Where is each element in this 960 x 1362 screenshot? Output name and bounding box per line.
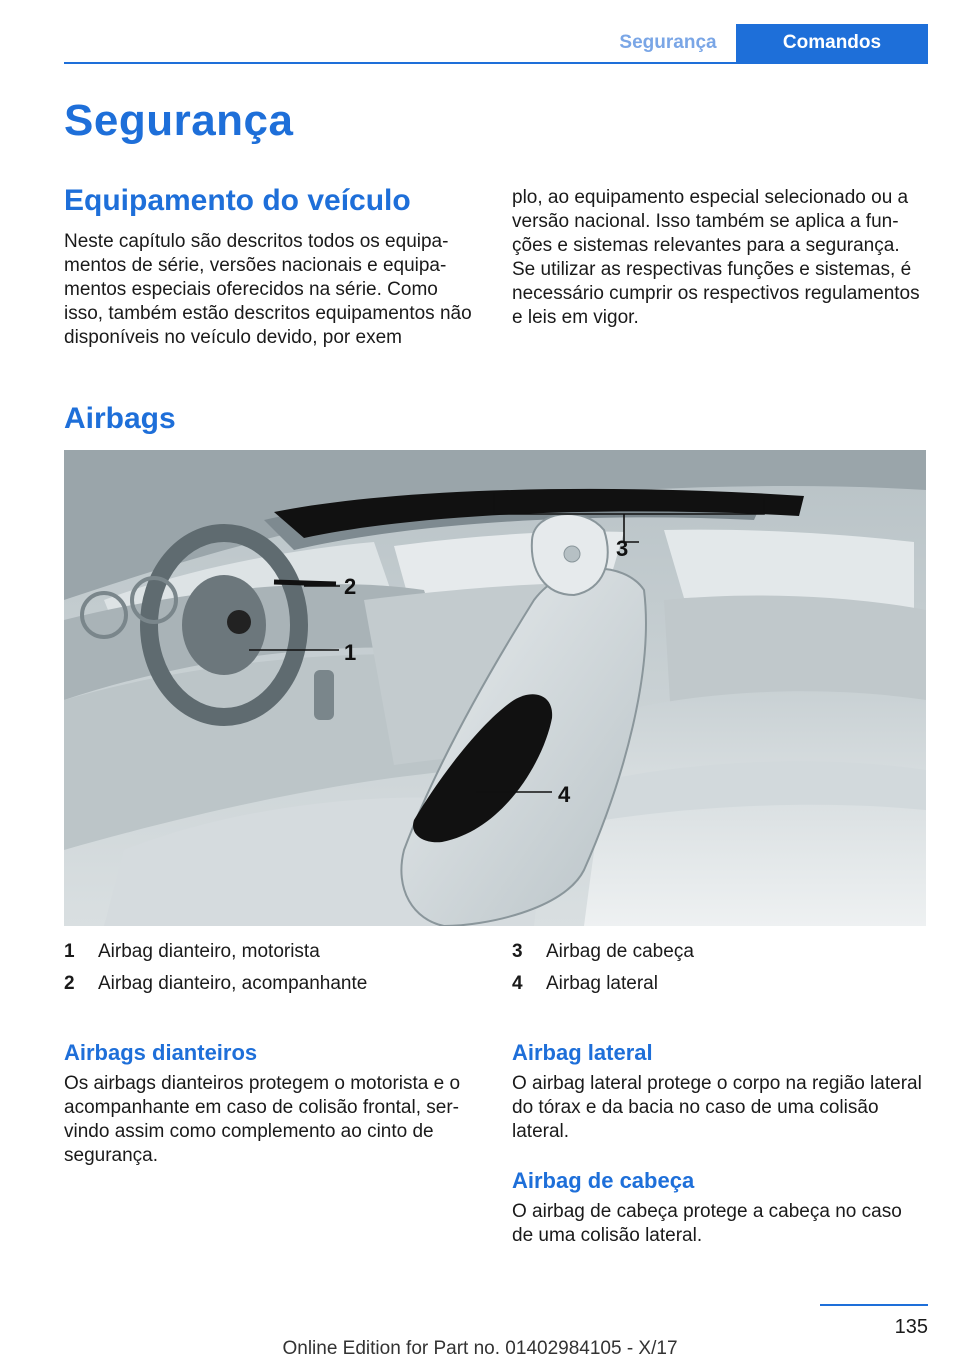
section-title-side-airbag: Airbag lateral — [512, 1040, 653, 1065]
section-side-airbag — [512, 1040, 928, 1248]
airbags-illustration — [64, 450, 926, 926]
legend-text: Airbag lateral — [546, 973, 658, 994]
legend-number: 1 — [64, 941, 75, 962]
footer-edition: Online Edition for Part no. 01402984105 - X/17 — [282, 1338, 678, 1359]
figure-label-4: 4 — [558, 782, 571, 807]
section-text-side-airbag: O airbag lateral protege o corpo na região lateral do tórax e da bacia no caso de uma colisão lateral. — [512, 1073, 922, 1142]
header-rule — [64, 62, 928, 64]
section-front-airbags — [64, 1040, 482, 1168]
legend-number: 4 — [512, 973, 523, 994]
intro-left-column — [64, 184, 482, 350]
legend-number: 2 — [64, 973, 75, 994]
section-title-equipamento: Equipamento do veículo — [64, 184, 411, 217]
intro-text-right: plo, ao equipamento especial selecionado ou a versão nacional. Isso também se aplica a funções e sistemas relevantes para a segurança. Se utilizar as respectivas funções e sistemas, é necessário cumprir os respectivos regulamentos e leis em vigor. — [512, 187, 920, 328]
figure-label-2: 2 — [344, 574, 357, 599]
section-text-head-airbag: O airbag de cabeça protege a cabeça no caso de uma colisão lateral. — [512, 1201, 902, 1246]
section-title-airbags: Airbags — [64, 402, 176, 435]
intro-text-left: Neste capítulo são descritos todos os equipamentos de série, versões nacionais e equipamentos especiais oferecidos na série. Como isso, também estão descritos equipamentos não disponíveis no veículo devido, por exem — [64, 231, 472, 348]
legend-text: Airbag dianteiro, motorista — [98, 941, 320, 962]
legend-text: Airbag dianteiro, acompanhante — [98, 973, 368, 994]
page-number: 135 — [894, 1316, 928, 1338]
section-title-head-airbag: Airbag de cabeça — [512, 1168, 695, 1193]
header-tab-seguranca[interactable]: Segurança — [619, 32, 717, 53]
legend-text: Airbag de cabeça — [546, 941, 694, 962]
legend-number: 3 — [512, 941, 523, 962]
section-title-front-airbags: Airbags dianteiros — [64, 1040, 258, 1065]
figure-label-3: 3 — [616, 536, 629, 561]
page-title: Segurança — [64, 96, 294, 145]
section-text-front-airbags: Os airbags dianteiros protegem o motorista e o acompanhante em caso de colisão frontal, servindo assim como complemento ao cinto de segurança. — [64, 1073, 461, 1166]
figure-label-1: 1 — [344, 640, 357, 665]
footer-rule — [820, 1304, 928, 1306]
header-tab-comandos[interactable]: Comandos — [736, 24, 928, 62]
intro-right-column — [512, 186, 928, 330]
